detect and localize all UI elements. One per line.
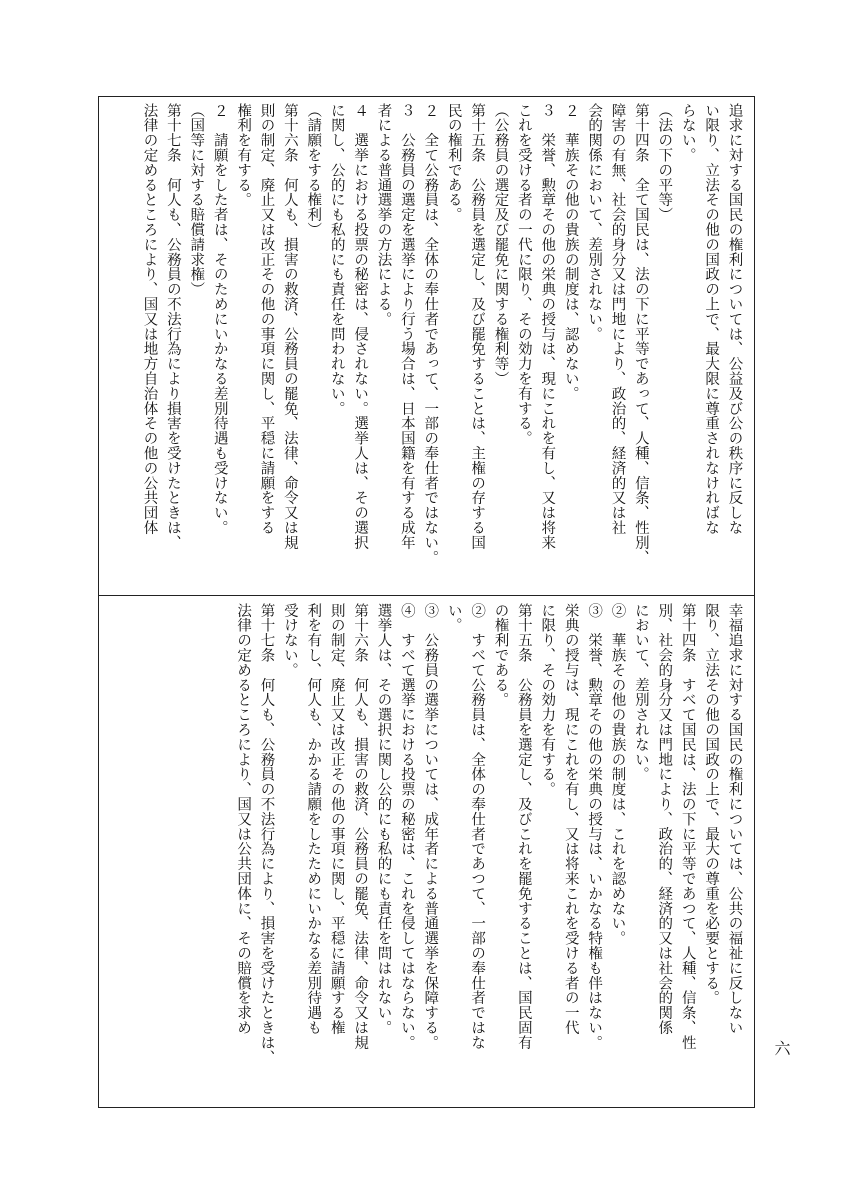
text-column: ④ すべて選挙における投票の秘密は、これを侵してはならない。 xyxy=(398,603,415,1050)
text-column: 第十五条 公務員を選定し、及びこれを罷免することは、国民固有 xyxy=(515,603,532,1050)
text-column: ２ 請願をした者は、そのためにいかなる差別待遇も受けない。 xyxy=(211,103,228,536)
text-column: 幸福追求に対する国民の権利については、公共の福祉に反しない xyxy=(726,603,743,1036)
text-column: 第十七条 何人も、公務員の不法行為により損害を受けたときは、 xyxy=(164,103,181,550)
text-column: 第十四条 全て国民は、法の下に平等であって、人種、信条、性別、 xyxy=(632,103,649,565)
text-column: ③ 公務員の選挙については、成年者による普通選挙を保障する。 xyxy=(422,603,439,1050)
text-column: ② すべて公務員は、全体の奉仕者であつて、一部の奉仕者ではな xyxy=(469,603,486,1050)
text-column: に関し、公的にも私的にも責任を問われない。 xyxy=(328,103,345,416)
comparison-table xyxy=(98,96,755,1108)
text-column: において、差別されない。 xyxy=(632,603,649,782)
text-column: （法の下の平等） xyxy=(656,103,673,223)
text-column: ② 華族その他の貴族の制度は、これを認めない。 xyxy=(609,603,626,946)
text-column: 栄典の授与は、現にこれを有し、又は将来これを受ける者の一代 xyxy=(562,603,579,1036)
text-column: ２ 全て公務員は、全体の奉仕者であって、一部の奉仕者ではない。 xyxy=(422,103,439,565)
text-column: の権利である。 xyxy=(492,603,509,708)
text-column: い限り、立法その他の国政の上で、最大限に尊重されなければな xyxy=(703,103,720,536)
text-column: 利を有し、何人も、かかる請願をしたためにいかなる差別待遇も xyxy=(305,603,322,1036)
text-column: 別、社会的身分又は門地により、政治的、経済的又は社会的関係 xyxy=(656,603,673,1036)
page-number: 六 xyxy=(772,1040,791,1056)
text-column: 追求に対する国民の権利については、公益及び公の秩序に反しな xyxy=(726,103,743,536)
text-column: 権利を有する。 xyxy=(235,103,252,208)
text-column: ２ 華族その他の貴族の制度は、認めない。 xyxy=(562,103,579,401)
text-column: 法律の定めるところにより、国又は公共団体に、その賠償を求め xyxy=(235,603,252,1036)
text-column: 受けない。 xyxy=(281,603,298,678)
text-column: これを受ける者の一代に限り、その効力を有する。 xyxy=(515,103,532,446)
text-column: （請願をする権利） xyxy=(305,103,322,238)
text-column: らない。 xyxy=(679,103,696,163)
draft-text-section xyxy=(99,97,754,595)
text-column: ③ 栄誉、勲章その他の栄典の授与は、いかなる特権も伴はない。 xyxy=(586,603,603,1050)
text-column: 第十六条 何人も、損害の救済、公務員の罷免、法律、命令又は規 xyxy=(352,603,369,1050)
text-column: 第十四条 すべて国民は、法の下に平等であつて、人種、信条、性 xyxy=(679,603,696,1050)
text-column: （公務員の選定及び罷免に関する権利等） xyxy=(492,103,509,387)
text-column: 則の制定、廃止又は改正その他の事項に関し、平穏に請願する権 xyxy=(328,603,345,1036)
text-column: 第十五条 公務員を選定し、及び罷免することは、主権の存する国 xyxy=(469,103,486,550)
text-column: （国等に対する賠償請求権） xyxy=(188,103,205,297)
text-column: 則の制定、廃止又は改正その他の事項に関し、平穏に請願をする xyxy=(258,103,275,536)
text-column: 限り、立法その他の国政の上で、最大の尊重を必要とする。 xyxy=(703,603,720,1006)
text-column: 選挙人は、その選択に関し公的にも私的にも責任を問はれない。 xyxy=(375,603,392,1036)
text-column: 障害の有無、社会的身分又は門地により、政治的、経済的又は社 xyxy=(609,103,626,536)
text-column: 者による普通選挙の方法による。 xyxy=(375,103,392,327)
text-column: 第十六条 何人も、損害の救済、公務員の罷免、法律、命令又は規 xyxy=(281,103,298,550)
text-column: に限り、その効力を有する。 xyxy=(539,603,556,797)
text-column: い。 xyxy=(445,603,462,633)
text-column: 会的関係において、差別されない。 xyxy=(586,103,603,342)
text-column: ４ 選挙における投票の秘密は、侵されない。選挙人は、その選択 xyxy=(352,103,369,550)
text-column: 法律の定めるところにより、国又は地方自治体その他の公共団体 xyxy=(141,103,158,536)
current-constitution-section xyxy=(99,597,754,1107)
text-column: ３ 公務員の選定を選挙により行う場合は、日本国籍を有する成年 xyxy=(398,103,415,550)
text-column: 民の権利である。 xyxy=(445,103,462,223)
section-divider xyxy=(99,595,754,596)
text-column: ３ 栄誉、勲章その他の栄典の授与は、現にこれを有し、又は将来 xyxy=(539,103,556,550)
text-column: 第十七条 何人も、公務員の不法行為により、損害を受けたときは、 xyxy=(258,603,275,1065)
